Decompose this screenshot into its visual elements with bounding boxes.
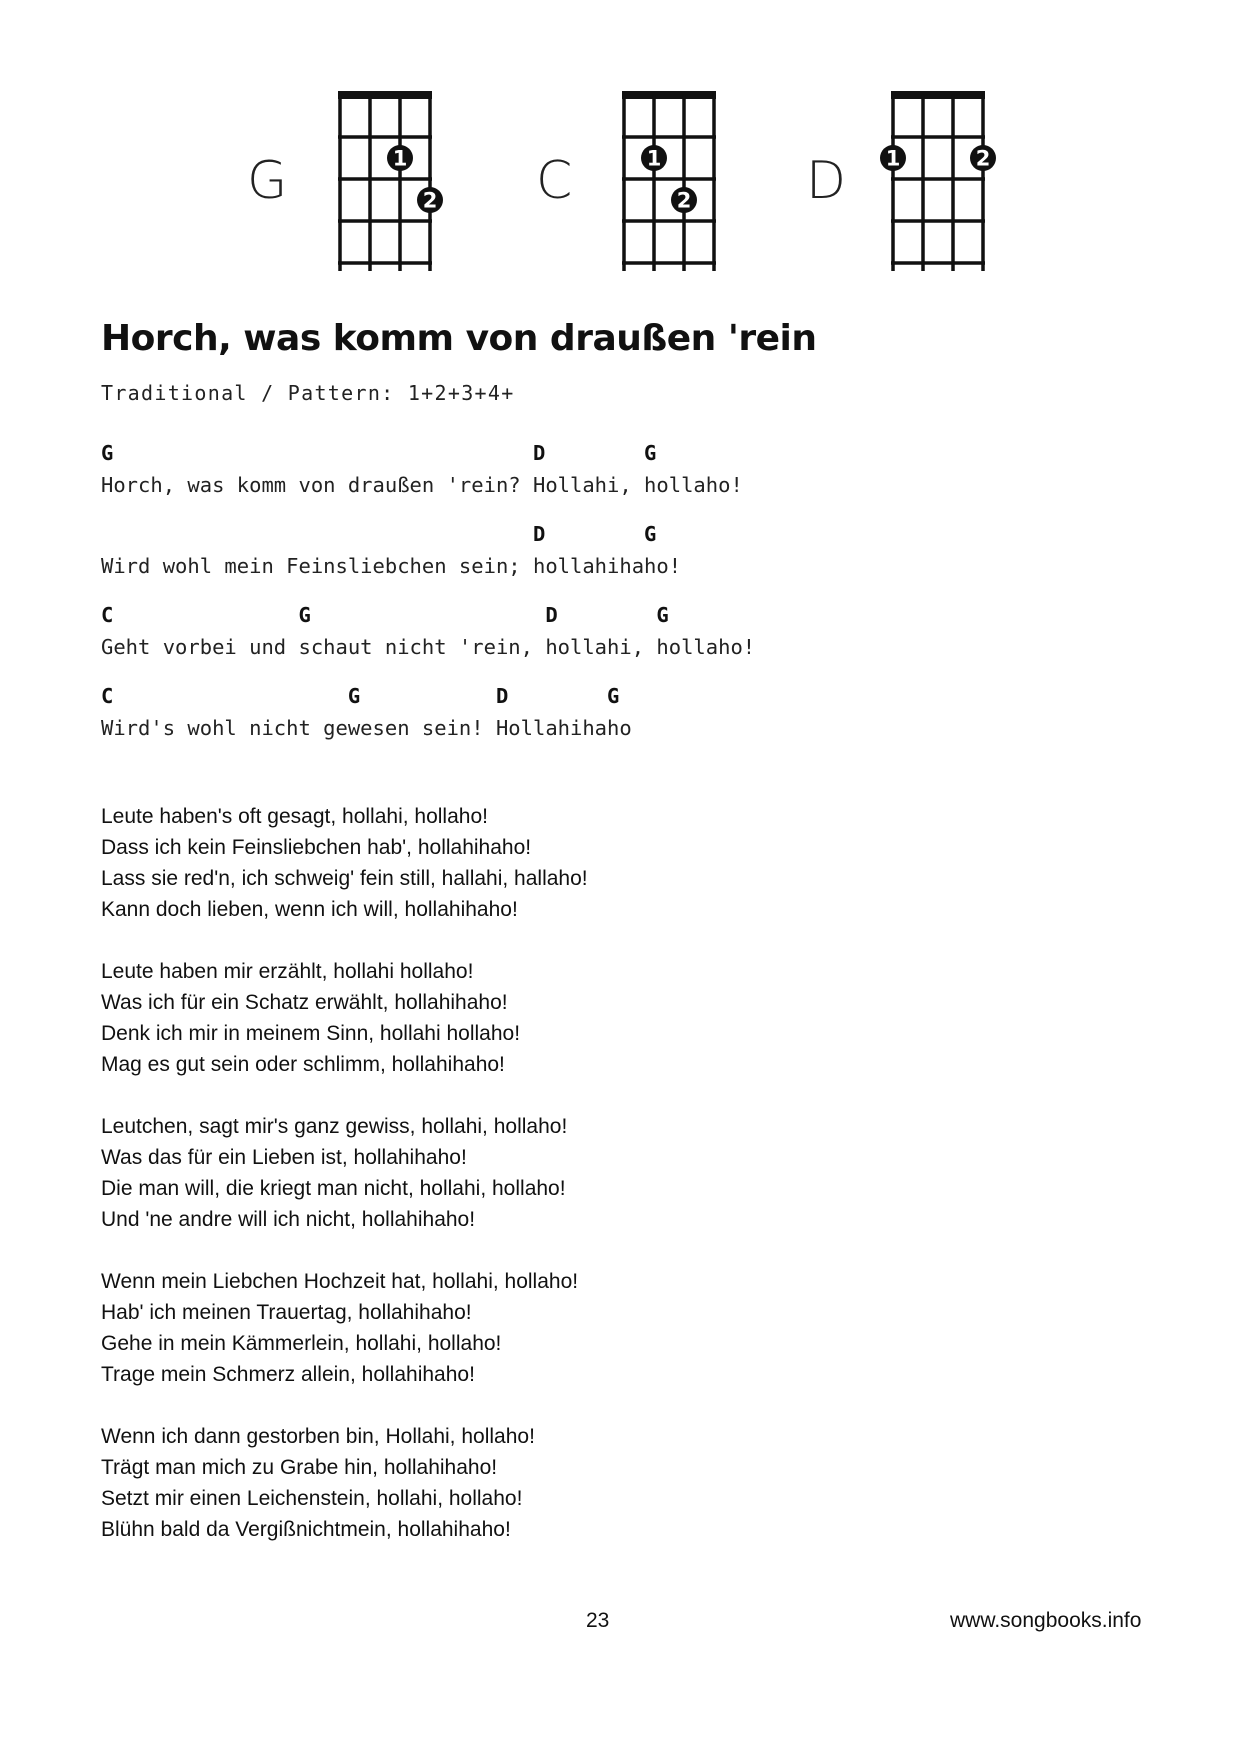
lyric-line: Blühn bald da Vergißnichtmein, hollahihaho! [101, 1518, 511, 1541]
lyric-line: Horch, was komm von draußen 'rein? Hollahi, hollaho! [101, 473, 743, 497]
lyric-line: Gehe in mein Kämmerlein, hollahi, hollaho! [101, 1332, 502, 1355]
verse-line [101, 437, 755, 518]
lyric-line: Leute haben mir erzählt, hollahi hollaho! [101, 960, 474, 983]
verse-line [101, 599, 755, 680]
lyric-line: Was das für ein Lieben ist, hollahihaho! [101, 1146, 467, 1169]
lyric-line: Setzt mir einen Leichenstein, hollahi, hollaho! [101, 1487, 523, 1510]
finger-number: 1 [392, 146, 408, 171]
nut [891, 91, 985, 99]
lyric-line: Lass sie red'n, ich schweig' fein still, hallahi, hallaho! [101, 867, 588, 890]
stanza [101, 801, 588, 925]
lyric-line: Wenn ich dann gestorben bin, Hollahi, hollaho! [101, 1425, 535, 1448]
nut [622, 91, 716, 99]
finger-number: 2 [676, 188, 692, 213]
chord-diagram-d [885, 90, 991, 265]
chord-line: C G D G [101, 684, 620, 708]
finger-number: 2 [975, 146, 991, 171]
song-subtitle: Traditional / Pattern: 1+2+3+4+ [101, 381, 515, 405]
chord-name-g: G [247, 151, 288, 211]
chord-diagram-c [619, 90, 719, 265]
chord-name-d: D [806, 151, 847, 211]
lyric-line: Geht vorbei und schaut nicht 'rein, hollahi, hollaho! [101, 635, 756, 659]
lyric-line: Mag es gut sein oder schlimm, hollahihaho! [101, 1053, 505, 1076]
lyric-line: Trage mein Schmerz allein, hollahihaho! [101, 1363, 475, 1386]
lyric-line: Trägt man mich zu Grabe hin, hollahihaho! [101, 1456, 498, 1479]
stanza [101, 1421, 588, 1545]
lyric-line: Wenn mein Liebchen Hochzeit hat, hollahi, hollaho! [101, 1270, 579, 1293]
lyric-line: Hab' ich meinen Trauertag, hollahihaho! [101, 1301, 472, 1324]
stanza [101, 1266, 588, 1390]
lyric-line: Dass ich kein Feinsliebchen hab', hollahihaho! [101, 836, 532, 859]
chord-line: C G D G [101, 603, 669, 627]
lyric-line: Wird's wohl nicht gewesen sein! Hollahihaho [101, 716, 632, 740]
lyrics-stanzas [101, 801, 588, 1576]
stanza [101, 956, 588, 1080]
chord-line: D G [101, 522, 657, 546]
song-title: Horch, was komm von draußen 'rein [101, 318, 817, 359]
nut [338, 91, 432, 99]
lyric-line: Wird wohl mein Feinsliebchen sein; hollahihaho! [101, 554, 682, 578]
chord-name-c: C [536, 151, 573, 211]
lyric-line: Leute haben's oft gesagt, hollahi, hollaho! [101, 805, 488, 828]
verse-line [101, 518, 755, 599]
lyric-line: Denk ich mir in meinem Sinn, hollahi hollaho! [101, 1022, 521, 1045]
chord-verse [101, 437, 755, 761]
lyric-line: Und 'ne andre will ich nicht, hollahihaho! [101, 1208, 476, 1231]
verse-line [101, 680, 755, 761]
lyric-line: Leutchen, sagt mir's ganz gewiss, hollahi, hollaho! [101, 1115, 568, 1138]
lyric-line: Die man will, die kriegt man nicht, hollahi, hollaho! [101, 1177, 566, 1200]
page-number: 23 [586, 1609, 610, 1632]
finger-number: 1 [646, 146, 662, 171]
lyric-line: Kann doch lieben, wenn ich will, hollahihaho! [101, 898, 518, 921]
finger-number: 2 [422, 188, 438, 213]
finger-number: 1 [885, 146, 901, 171]
chord-diagram-g [335, 90, 438, 265]
chord-diagrams [0, 0, 1240, 290]
footer-website: www.songbooks.info [950, 1609, 1142, 1632]
chord-line: G D G [101, 441, 657, 465]
stanza [101, 1111, 588, 1235]
lyric-line: Was ich für ein Schatz erwählt, hollahihaho! [101, 991, 508, 1014]
